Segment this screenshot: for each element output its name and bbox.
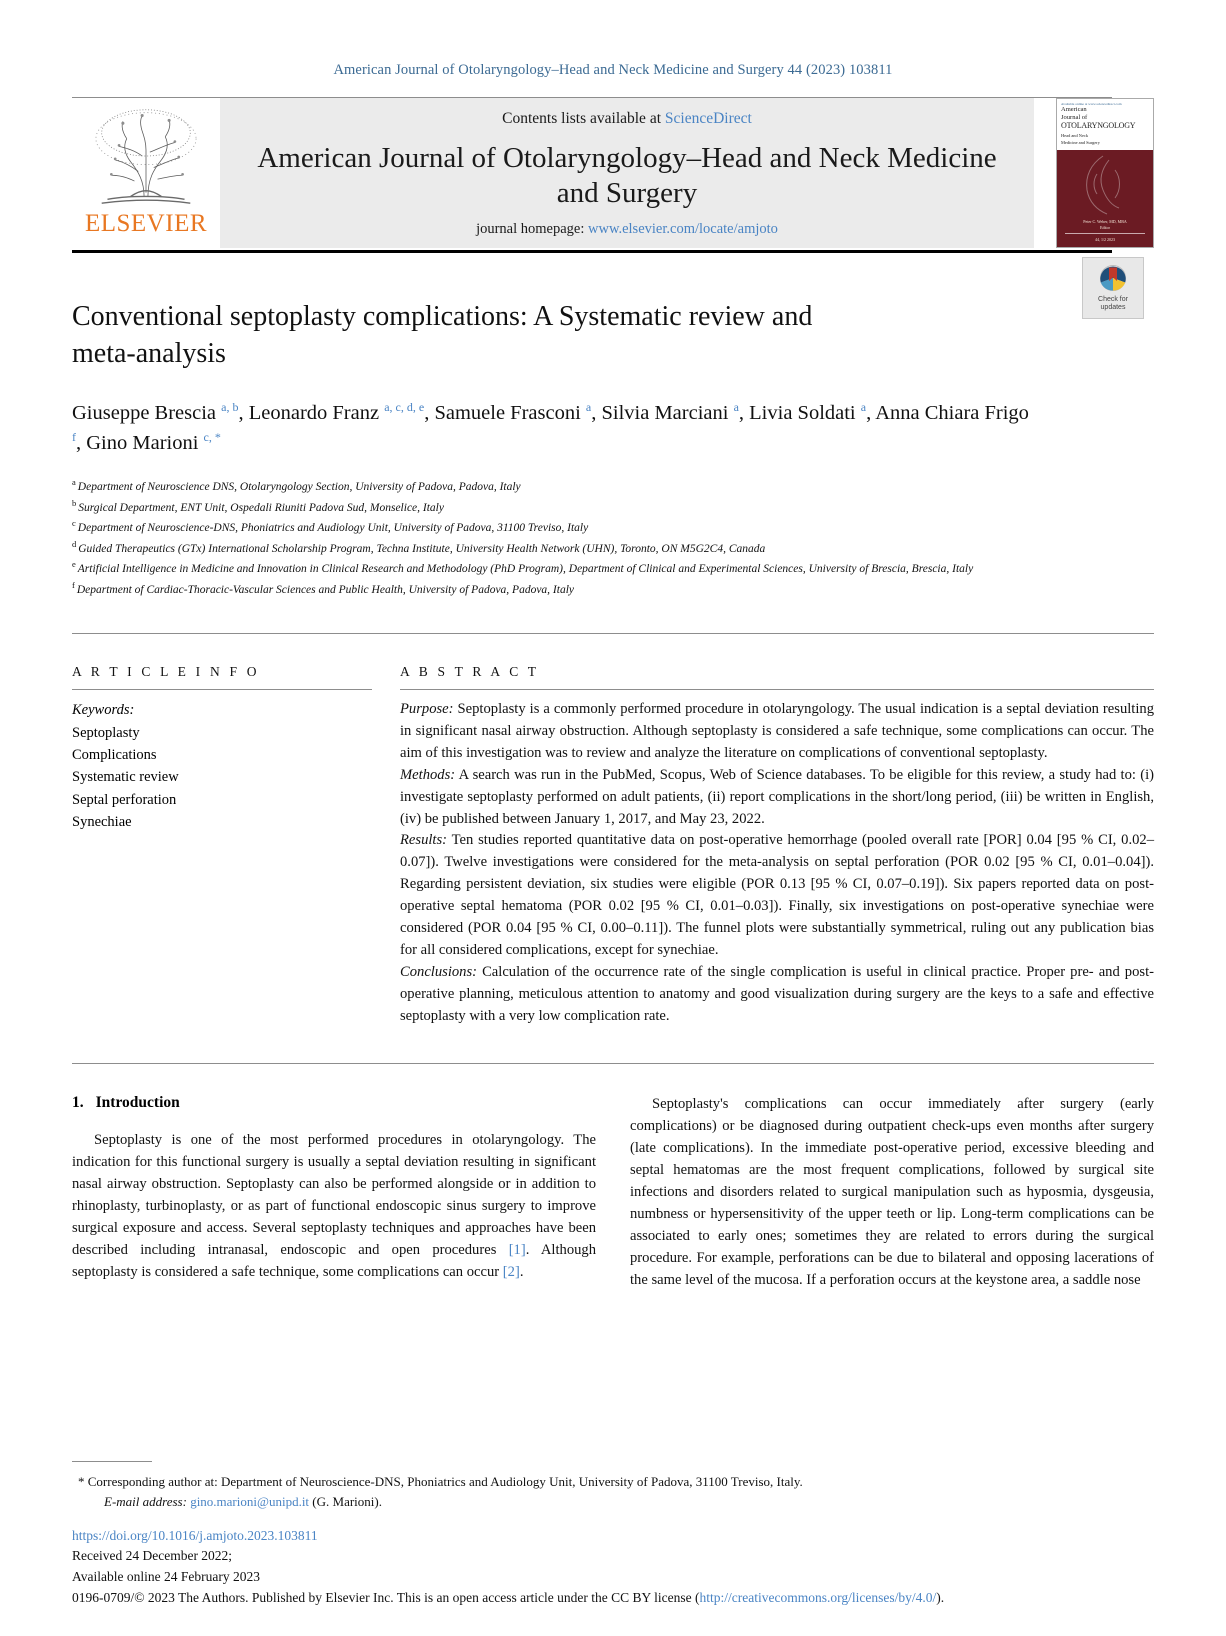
journal-title: American Journal of Otolaryngology–Head and Neck Medicine and Surgery	[257, 142, 997, 209]
affiliation-text: Guided Therapeutics (GTx) International Scholarship Program, Techna Institute, University Health Network (UHN), Toronto, ON M5G2C4, Canada	[78, 542, 766, 555]
elsevier-logo	[72, 98, 220, 248]
abstract-heading: A B S T R A C T	[400, 664, 540, 680]
email-suffix: (G. Marioni).	[312, 1493, 382, 1509]
copyright-license-line	[72, 1588, 1154, 1608]
masthead-center	[220, 98, 1034, 248]
copyright-prefix: 0196-0709/© 2023 The Authors. Published by Elsevier Inc. This is an open access article under the CC BY license (	[72, 1589, 700, 1605]
article-info-rule	[72, 689, 372, 690]
email-link[interactable]: gino.marioni@unipd.it	[190, 1493, 310, 1509]
keyword-item: Systematic review	[72, 769, 179, 786]
affiliation-mark: a	[72, 477, 76, 488]
affiliation-mark: e	[72, 559, 76, 570]
affiliation-text: Surgical Department, ENT Unit, Ospedali Riuniti Padova Sud, Monselice, Italy	[78, 501, 444, 514]
cover-line1: American	[1061, 106, 1087, 114]
corresponding-text: Corresponding author at: Department of Neuroscience-DNS, Phoniatrics and Audiology Unit, University of Padova, 31100 Treviso, Italy.	[87, 1473, 803, 1489]
crossmark-line1: Check for	[1098, 295, 1128, 303]
keyword-item: Septoplasty	[72, 724, 140, 741]
page-title: Conventional septoplasty complications: A Systematic review and meta-analysis	[72, 301, 813, 369]
affiliation-text: Department of Neuroscience-DNS, Phoniatrics and Audiology Unit, University of Padova, 31100 Treviso, Italy	[77, 522, 589, 535]
journal-cover-thumbnail	[1056, 98, 1154, 248]
abstract-results-text: Ten studies reported quantitative data on post-operative hemorrhage (pooled overall rate [POR] 0.04 [95 % CI, 0.02–0.07]). Twelve investigations were considered for the meta-analysis on septal perforation (POR 0.02 [95 % CI, 0.01–0.04]). Regarding persistent deviation, six studies were eligible (POR 0.13 [95 % CI, 0.07–0.19]). Six papers reported data on post-operative septal hematoma (POR 0.02 [95 % CI, 0.01–0.03]). Finally, six investigations on post-operative synechiae were considered (POR 0.04 [95 % CI, 0.00–0.11]). The funnel plots were substantially symmetrical, ruling out any publication bias for all considered complications, except for synechiae.	[400, 832, 1154, 958]
running-head: American Journal of Otolaryngology–Head and Neck Medicine and Surgery 44 (2023) 103811	[333, 62, 893, 78]
copyright-suffix: ).	[936, 1589, 945, 1605]
crossmark-icon	[1098, 264, 1128, 294]
abstract-column	[400, 664, 1154, 1027]
elsevier-tree-icon	[88, 104, 204, 208]
info-abstract-region	[72, 633, 1154, 1027]
homepage-prefix: journal homepage:	[476, 221, 588, 237]
elsevier-wordmark: ELSEVIER	[84, 210, 208, 237]
abstract-methods	[400, 765, 1154, 831]
cover-line3: OTOLARYNGOLOGY	[1061, 120, 1136, 130]
journal-homepage-line	[476, 221, 778, 238]
abstract-methods-label: Methods:	[400, 766, 456, 783]
affiliation-item	[72, 497, 1012, 517]
abstract-conclusions-text: Calculation of the occurrence rate of the single complication is useful in clinical practice. Proper pre- and post-operative planning, meticulous attention to anatomy and good visualization during surgery are the keys to a safe and effective septoplasty with a very low complication rate.	[400, 963, 1154, 1024]
article-info-heading: A R T I C L E I N F O	[72, 664, 260, 680]
intro-text-part2: . Although septoplasty is considered a safe technique, some complications can occur	[72, 1241, 597, 1280]
affiliation-mark: b	[72, 497, 77, 508]
body-column-right	[630, 1094, 1154, 1291]
cover-line2: Journal of	[1061, 113, 1088, 121]
cover-line4: Head and Neck	[1061, 132, 1089, 138]
abstract-purpose-text: Septoplasty is a commonly performed procedure in otolaryngology. The usual indication is a septal deviation resulting in significant nasal airway obstruction. Although septoplasty is considered a safe technique, some complications can occur. The aim of this investigation was to review and analyze the literature on complications of conventional septoplasty.	[400, 701, 1154, 761]
affiliation-item	[72, 579, 1012, 599]
citation-ref-2[interactable]: [2]	[502, 1263, 520, 1280]
abstract-purpose	[400, 699, 1154, 765]
doi-link[interactable]: https://doi.org/10.1016/j.amjoto.2023.103811	[72, 1528, 318, 1543]
page-footer	[72, 1461, 1154, 1608]
abstract-methods-text: A search was run in the PubMed, Scopus, Web of Science databases. To be eligible for this review, a study had to: (i) investigate septoplasty performed on adult patients, (ii) report complications in the short/long period, (iii) be written in English, (iv) be published between January 1, 2017, and May 23, 2022.	[400, 766, 1154, 827]
corresponding-marker: *	[78, 1473, 85, 1489]
section-number: 1.	[72, 1094, 84, 1112]
abstract-rule	[400, 689, 1154, 690]
crossmark-line2: updates	[1100, 304, 1126, 311]
cover-header	[1057, 99, 1153, 150]
title-block	[72, 295, 1154, 599]
body-column-left	[72, 1094, 596, 1291]
affiliation-text: Department of Cardiac-Thoracic-Vascular Sciences and Public Health, University of Padova, Padova, Italy	[76, 583, 575, 596]
affiliation-item	[72, 476, 1012, 496]
crossmark-badge[interactable]	[1082, 257, 1144, 319]
footnote-rule	[72, 1461, 152, 1462]
cover-volume: 44, 1/2 2023	[1094, 237, 1116, 243]
available-online-date: Available online 24 February 2023	[72, 1568, 260, 1584]
cover-footer	[1057, 219, 1153, 243]
email-note	[72, 1492, 1154, 1512]
keywords-label: Keywords:	[72, 702, 135, 719]
affiliation-text: Department of Neuroscience DNS, Otolaryngology Section, University of Padova, Padova, Italy	[77, 481, 521, 494]
affiliation-list	[72, 476, 1012, 599]
section-heading-introduction	[72, 1094, 596, 1112]
affiliation-mark: c	[72, 518, 76, 529]
section-name: Introduction	[95, 1094, 180, 1112]
license-link[interactable]: http://creativecommons.org/licenses/by/4.0/	[699, 1589, 937, 1605]
keyword-item: Synechiae	[72, 814, 132, 831]
abstract-purpose-label: Purpose:	[400, 701, 454, 718]
intro-paragraph-left	[72, 1130, 596, 1283]
cover-anatomy-illustration	[1057, 150, 1153, 220]
contents-list-line	[502, 110, 752, 128]
body-columns	[72, 1063, 1154, 1291]
journal-homepage-link[interactable]: www.elsevier.com/locate/amjoto	[588, 221, 778, 237]
abstract-results-label: Results:	[400, 832, 448, 849]
keyword-item: Septal perforation	[72, 791, 177, 808]
affiliation-mark: d	[72, 538, 77, 549]
doi-line	[72, 1526, 1154, 1546]
keyword-item: Complications	[72, 747, 157, 763]
intro-text-part3: .	[519, 1263, 524, 1280]
received-date: Received 24 December 2022;	[72, 1548, 233, 1564]
journal-masthead	[72, 97, 1154, 253]
affiliation-text: Artificial Intelligence in Medicine and Innovation in Clinical Research and Methodology (PhD Program), Department of Clinical and Experimental Sciences, University of Brescia, Brescia, Italy	[77, 562, 974, 575]
cover-divider	[1065, 233, 1145, 234]
cover-artwork	[1057, 150, 1153, 220]
cover-editor-role: Editor	[1100, 224, 1110, 230]
abstract-body	[400, 699, 1154, 1027]
affiliation-item	[72, 558, 1012, 578]
abstract-conclusions	[400, 962, 1154, 1028]
affiliation-mark: f	[72, 579, 75, 590]
cover-sciencedirect-note: Available online at www.sciencedirect.com	[1061, 102, 1122, 106]
abstract-conclusions-label: Conclusions:	[400, 963, 478, 980]
masthead-bottom-rule	[72, 250, 1112, 253]
citation-ref-1[interactable]: [1]	[508, 1241, 526, 1258]
article-info-column	[72, 664, 372, 1027]
affiliation-item	[72, 517, 1012, 537]
corresponding-author-note	[72, 1472, 1154, 1492]
intro-text-part1: Septoplasty is one of the most performed procedures in otolaryngology. The indication for this functional surgery is usually a septal deviation resulting in significant nasal airway obstruction. Septoplasty can also be performed alongside or in addition to rhinoplasty, turbinoplasty, or as part of functional endoscopic sinus surgery to improve surgical exposure and access. Several septoplasty techniques and approaches have been described including intranasal, endoscopic and open procedures	[72, 1132, 596, 1258]
intro-paragraph-right: Septoplasty's complications can occur immediately after surgery (early complications) or be diagnosed during outpatient check-ups even months after surgery (late complications). In the immediate post-operative period, excessive bleeding and septal hematomas are the most frequent complications, followed by surgical site infections and disorders related to surgical manipulation such as hyposmia, dysgeusia, numbness or hypersensitivity of the upper teeth or lip. Long-term complications can be associated to early ones; sometimes they are related to errors during the surgical procedure. For example, perforations can be due to bilateral and opposing lacerations of the same level of the mucosa. If a perforation occurs at the keystone area, a saddle nose	[630, 1096, 1154, 1288]
cover-line5: Medicine and Surgery	[1061, 140, 1100, 146]
cover-editor-name: Peter C. Weber, MD, MBA	[1083, 219, 1127, 225]
author-list: Giuseppe Brescia $^{a, b}$, Leonardo Franz $^{a, c, d, e}$, Samuele Frasconi $^a$, Silvia Marciani $^a$, Livia Soldati $^a$, Anna Chiara Frigo $^f$, Gino Marioni $^{c, *}$	[72, 400, 1029, 454]
crossmark-label	[1098, 296, 1128, 312]
abstract-results	[400, 830, 1154, 961]
contents-prefix: Contents lists available at	[502, 110, 665, 127]
affiliation-item	[72, 538, 1012, 558]
sciencedirect-link[interactable]: ScienceDirect	[664, 110, 752, 127]
email-label: E-mail address:	[104, 1493, 187, 1509]
